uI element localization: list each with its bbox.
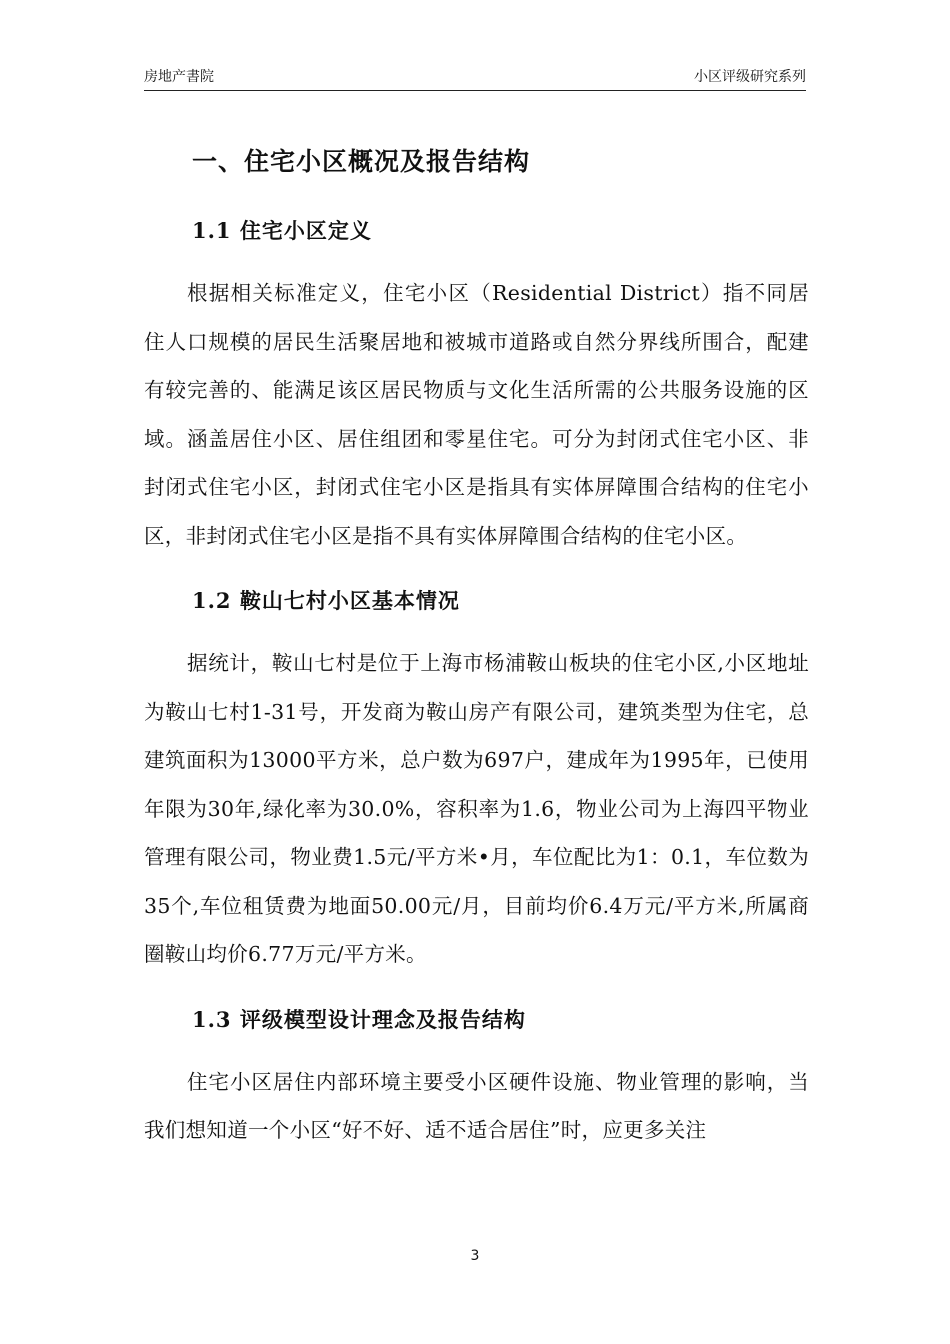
page-number: 3	[470, 1248, 480, 1264]
paragraph-1-3: 住宅小区居住内部环境主要受小区硬件设施、物业管理的影响，当我们想知道一个小区“好不好、适不适合居住”时，应更多关注	[144, 1069, 809, 1142]
subsection-title-1-3: 1.3 评级模型设计理念及报告结构	[192, 1006, 526, 1032]
document-body	[144, 140, 809, 1155]
header-left-text: 房地产書院	[144, 69, 214, 85]
subsection-title-1-1: 1.1 住宅小区定义	[192, 218, 372, 243]
subsection-title-1-2: 1.2 鞍山七村小区基本情况	[192, 588, 460, 613]
header-right-text: 小区评级研究系列	[694, 69, 806, 85]
paragraph-1-2: 据统计，鞍山七村是位于上海市杨浦鞍山板块的住宅小区,小区地址为鞍山七村1-31号，开发商为鞍山房产有限公司，建筑类型为住宅，总建筑面积为13000平方米，总户数为697户，建成年为1995年，已使用年限为30年,绿化率为30.0%，容积率为1.6，物业公司为上海四平物业管理有限公司，物业费1.5元/平方米•月，车位配比为1：0.1，车位数为35个,车位租赁费为地面50.00元/月，目前均价6.4万元/平方米,所属商圈鞍山均价6.77万元/平方米。	[144, 651, 809, 966]
header-divider	[144, 90, 806, 91]
paragraph-1-1: 根据相关标准定义，住宅小区（Residential District）指不同居住人口规模的居民生活聚居地和被城市道路或自然分界线所围合，配建有较完善的、能满足该区居民物质与文化生活所需的公共服务设施的区域。涵盖居住小区、居住组团和零星住宅。可分为封闭式住宅小区、非封闭式住宅小区，封闭式住宅小区是指具有实体屏障围合结构的住宅小区，非封闭式住宅小区是指不具有实体屏障围合结构的住宅小区。	[144, 281, 809, 548]
page-header	[144, 66, 806, 88]
section-title: 一、住宅小区概况及报告结构	[192, 147, 531, 176]
